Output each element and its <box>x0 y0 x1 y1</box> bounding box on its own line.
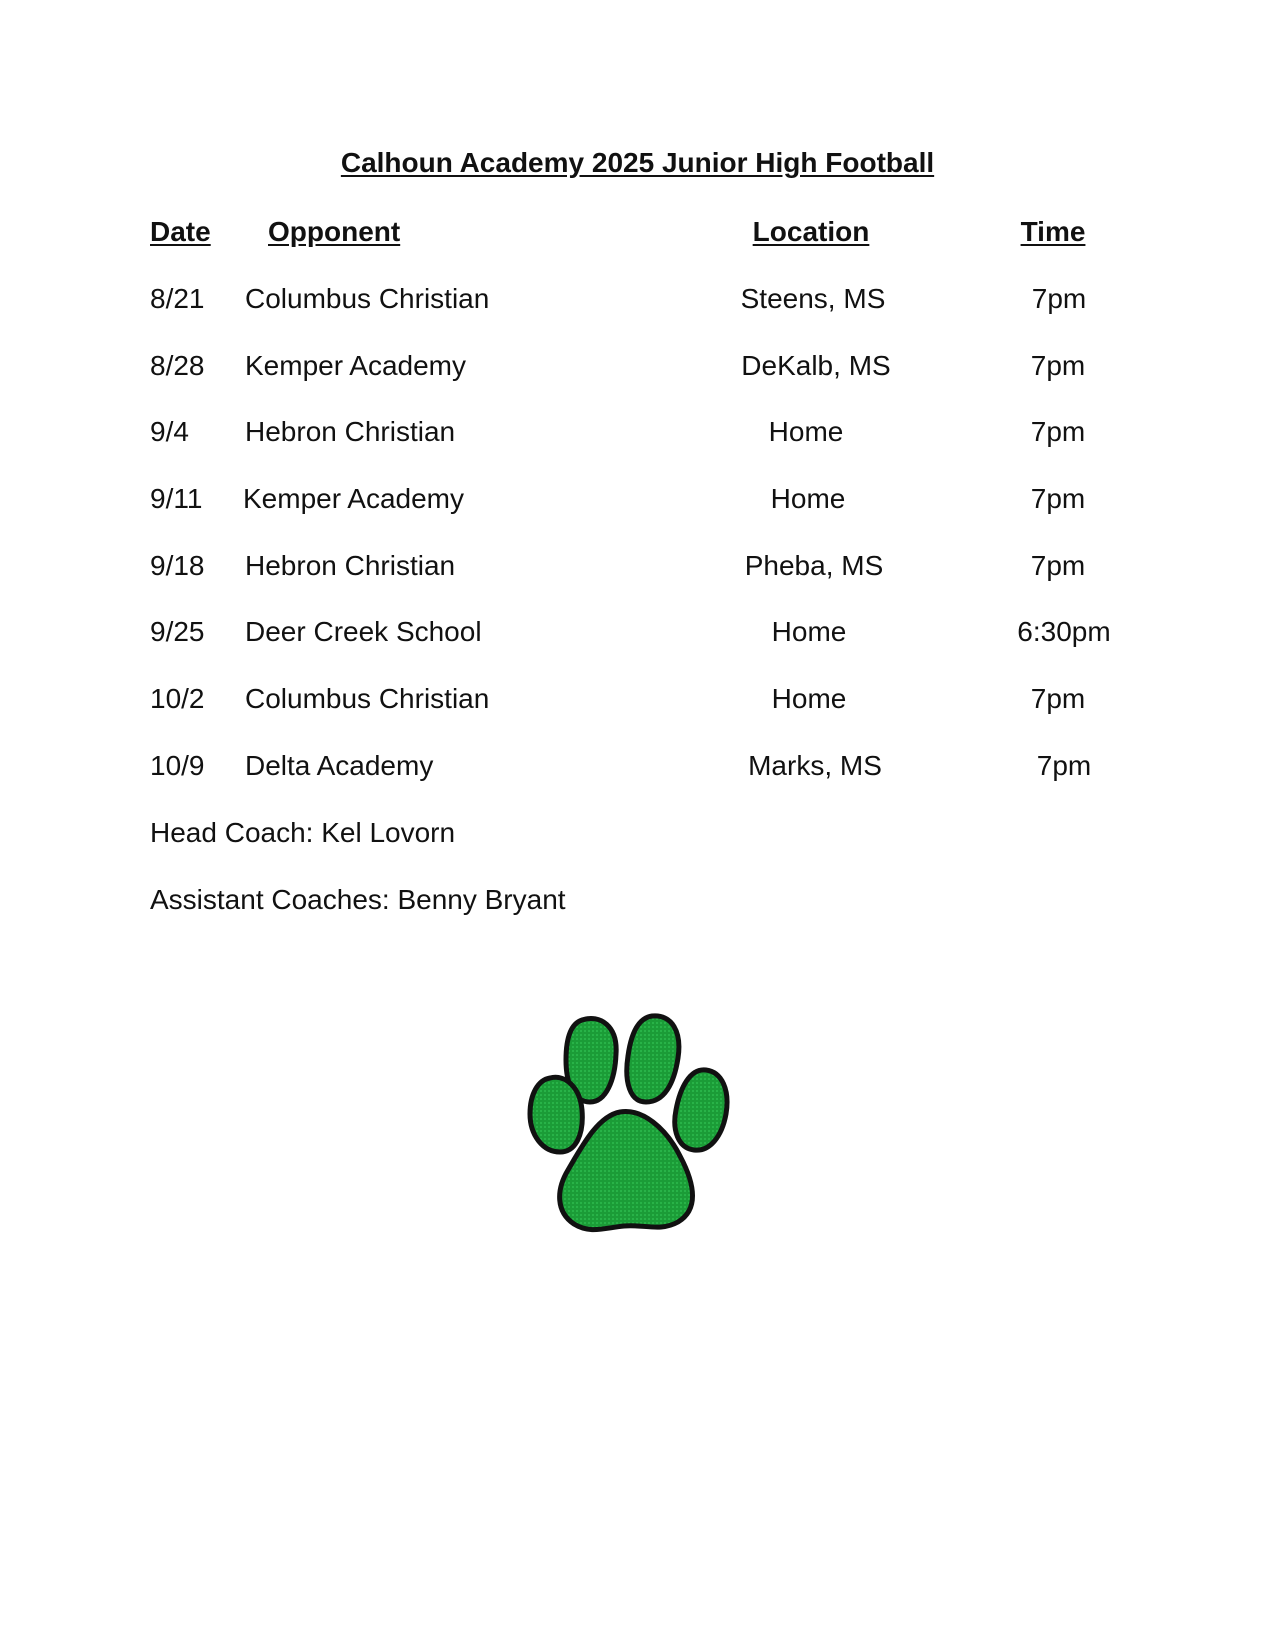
game-location: Steens, MS <box>740 283 886 314</box>
game-opponent: Hebron Christian <box>245 416 456 447</box>
game-time: 7pm <box>1030 550 1086 581</box>
header-location: Location <box>752 216 870 247</box>
game-opponent: Kemper Academy <box>245 350 466 381</box>
game-opponent: Columbus Christian <box>245 283 490 314</box>
game-opponent: Columbus Christian <box>245 683 490 714</box>
game-opponent: Kemper Academy <box>243 483 464 514</box>
game-time: 7pm <box>1030 416 1086 447</box>
schedule-title: Calhoun Academy 2025 Junior High Football <box>340 147 935 178</box>
game-opponent: Hebron Christian <box>245 550 456 581</box>
game-location: Marks, MS <box>748 750 882 781</box>
game-location: DeKalb, MS <box>741 350 891 381</box>
head-coach: Head Coach: Kel Lovorn <box>150 817 456 848</box>
assistant-coaches: Assistant Coaches: Benny Bryant <box>150 884 566 915</box>
game-time: 7pm <box>1031 283 1087 314</box>
game-date: 10/2 <box>150 683 205 714</box>
game-time: 7pm <box>1030 683 1086 714</box>
game-location: Home <box>770 483 846 514</box>
game-time: 7pm <box>1030 483 1086 514</box>
game-date: 10/9 <box>150 750 205 781</box>
game-date: 8/21 <box>150 283 205 314</box>
game-date: 9/11 <box>150 483 203 514</box>
game-date: 8/28 <box>150 350 205 381</box>
header-time: Time <box>1020 216 1086 247</box>
game-location: Home <box>768 416 844 447</box>
game-time: 7pm <box>1030 350 1086 381</box>
header-date: Date <box>150 216 211 247</box>
game-time: 6:30pm <box>1017 616 1111 647</box>
game-location: Home <box>771 616 847 647</box>
game-location: Home <box>771 683 847 714</box>
paw-print-icon <box>520 1010 750 1235</box>
game-location: Pheba, MS <box>744 550 884 581</box>
header-opponent: Opponent <box>268 216 401 247</box>
game-time: 7pm <box>1036 750 1092 781</box>
game-date: 9/25 <box>150 616 205 647</box>
game-opponent: Delta Academy <box>245 750 434 781</box>
game-date: 9/18 <box>150 550 205 581</box>
game-date: 9/4 <box>150 416 189 447</box>
game-opponent: Deer Creek School <box>245 616 482 647</box>
